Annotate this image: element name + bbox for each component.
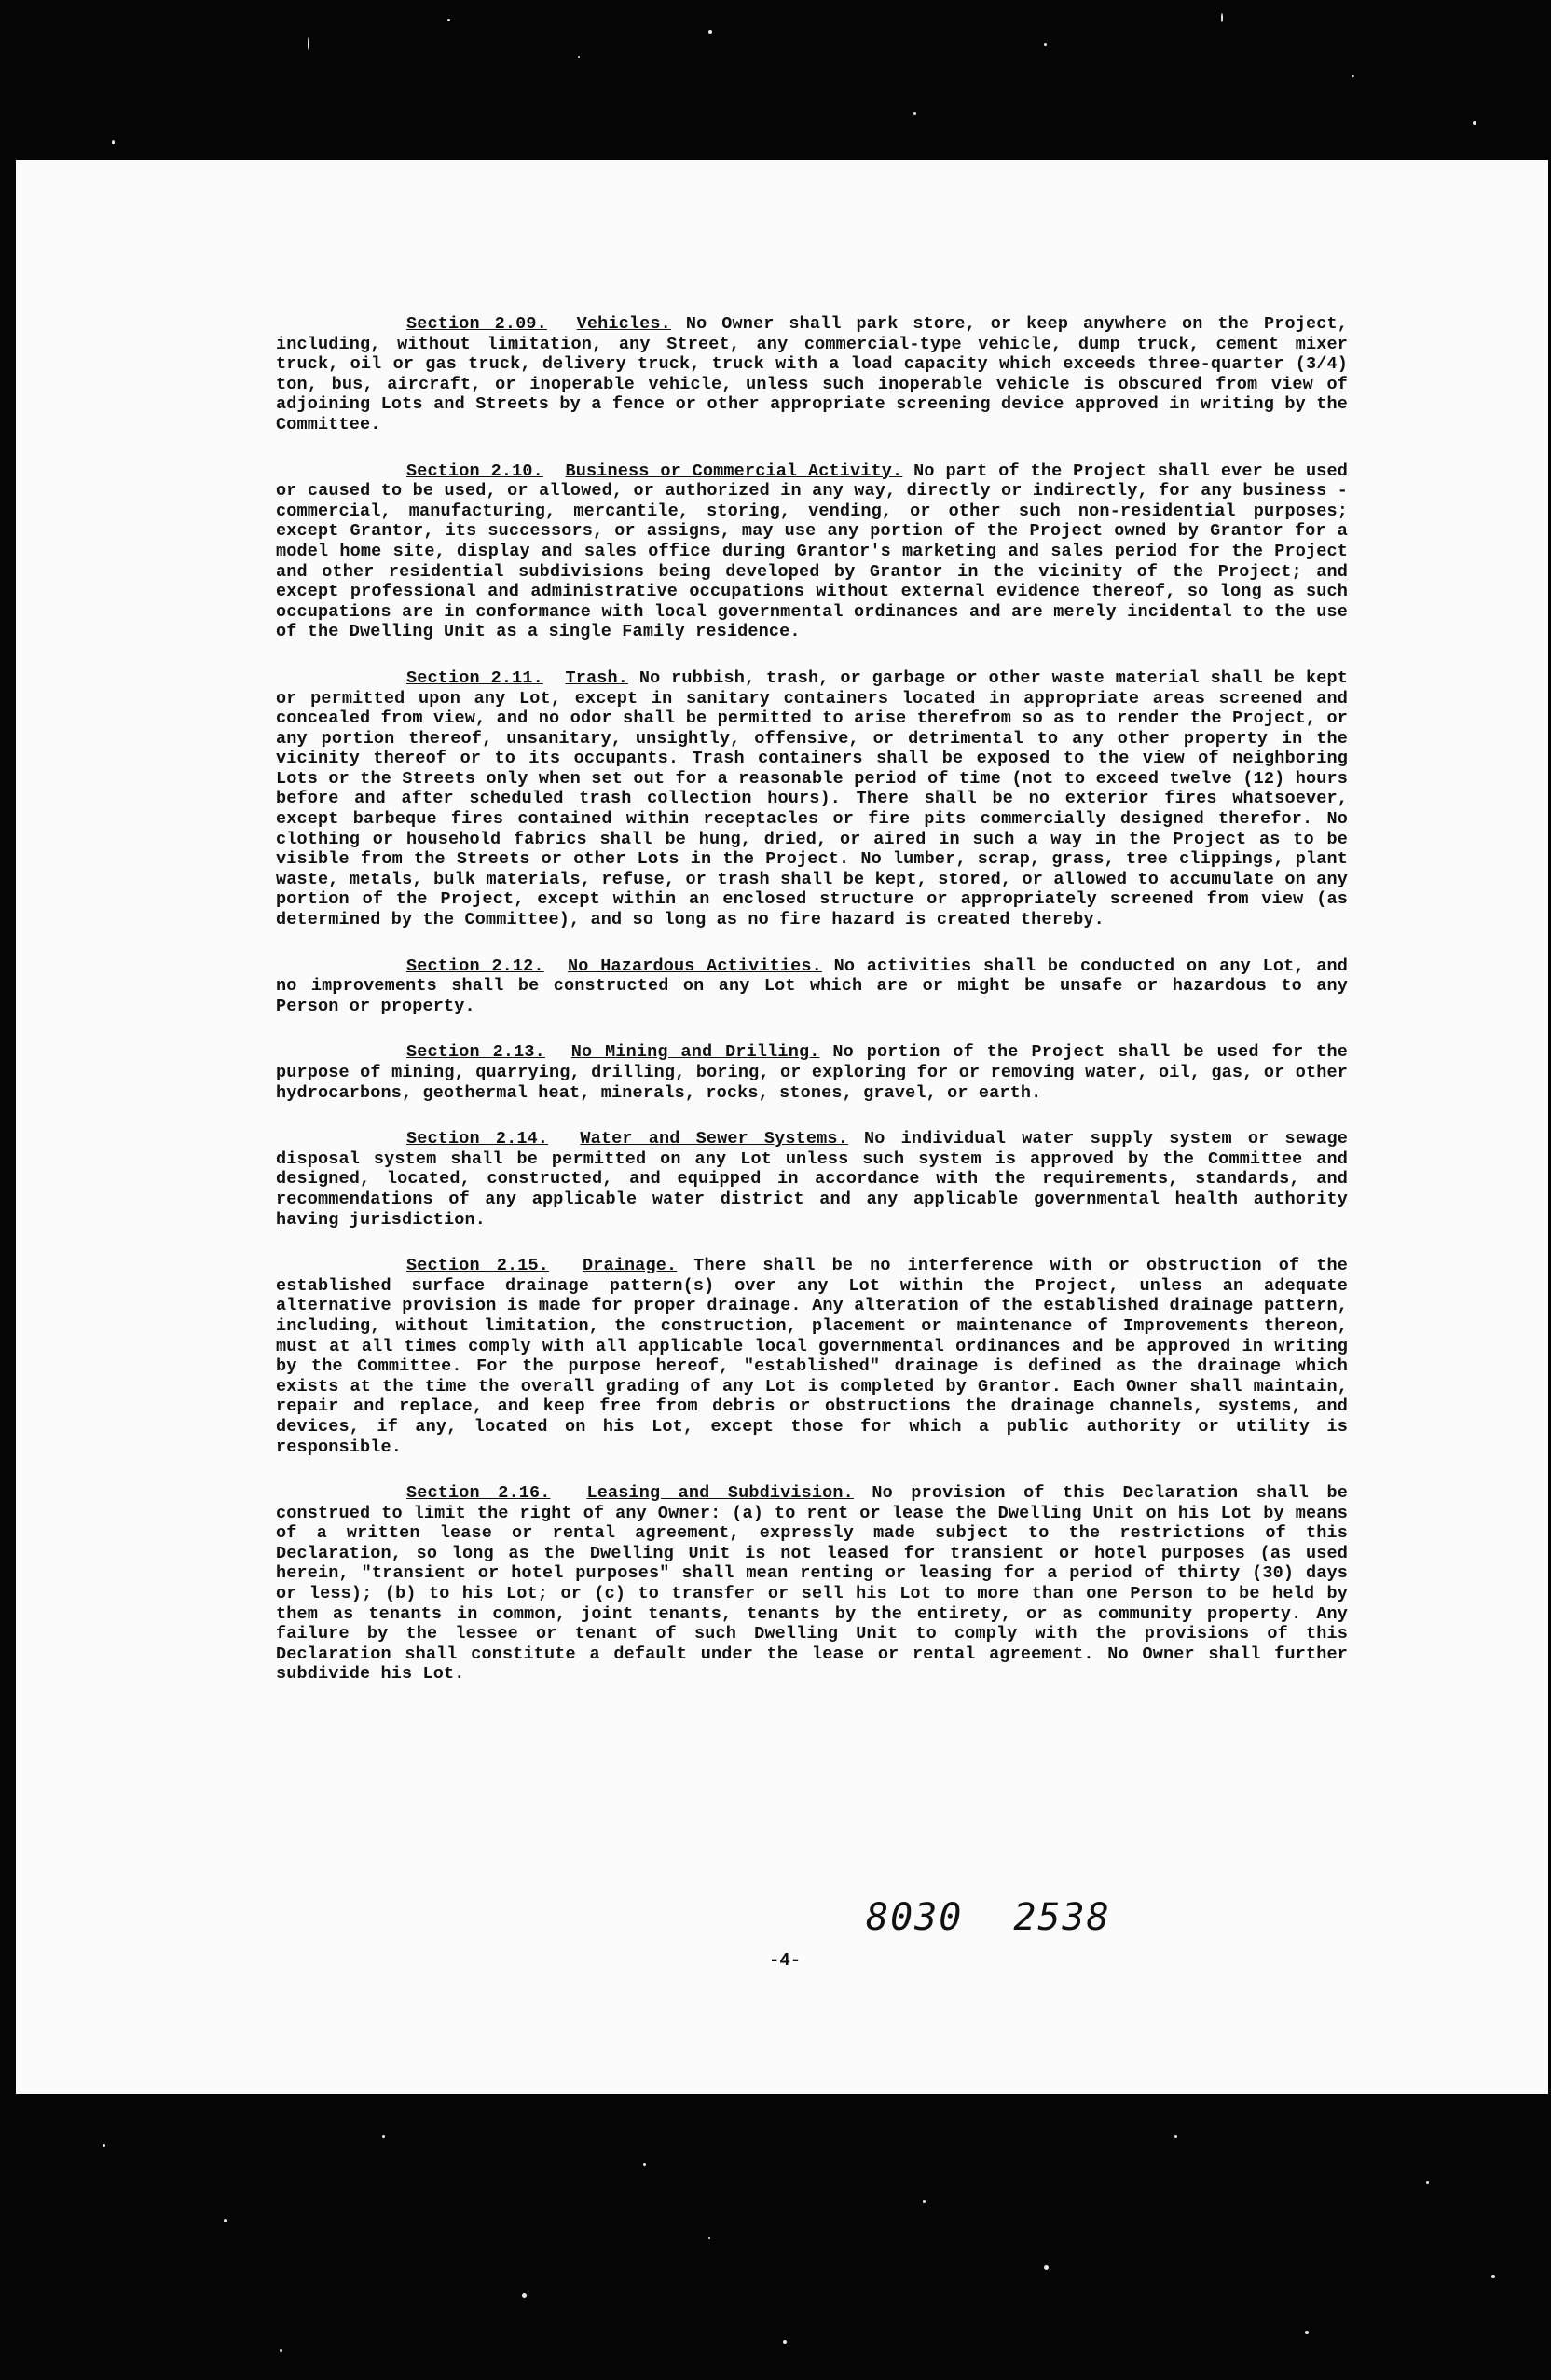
- declaration-text: [276, 314, 1348, 1711]
- section-label: Section 2.14.: [406, 1129, 549, 1149]
- recording-book: 8030: [866, 1896, 964, 1939]
- section-label: Section 2.11.: [406, 667, 543, 688]
- section-body: No rubbish, trash, or garbage or other waste material shall be kept or permitted upon any Lot, except in sanitary containers located in appropriate areas screened and concealed from view, and no odor shall be permitted to arise therefrom so as to render the Project, or any portion thereof, unsanitary, unsightly, offensive, or detrimental to any other property in the vicinity thereof or to its occupants. Trash containers shall be exposed to the view of neighboring Lots or the Streets only when set out for a reasonable period of time (not to exceed twelve (12) hours before and after scheduled trash collection hours). There shall be no exterior fires whatsoever, except barbeque fires contained within receptacles or fire pits commercially designed therefor. No clothing or household fabrics shall be hung, dried, or aired in such a way in the Project as to be visible from the Streets or other Lots in the Project. No lumber, scrap, grass, tree clippings, plant waste, metals, bulk materials, refuse, or trash shall be kept, stored, or allowed to accumulate on any portion of the Project, except within an enclosed structure or appropriately screened from view (as determined by the Committee), and so long as no fire hazard is created thereby.: [276, 667, 1349, 930]
- section-body: No provision of this Declaration shall be construed to limit the right of any Owner: (a) to rent or lease the Dwelling Unit on his Lot by means of a written lease or rental agreement, expressly made subject to the restrictions of this Declaration, so long as the Dwelling Unit is not leased for transient or hotel purposes (as used herein, "transient or hotel purposes" shall mean renting or leasing for a period of thirty (30) days or less); (b) to his Lot; or (c) to transfer or sell his Lot to more than one Person to be held by them as tenants in common, joint tenants, tenants by the entirety, or as community property. Any failure by the lessee or tenant of such Dwelling Unit to comply with the provisions of this Declaration shall constitute a default under the lease or rental agreement. No Owner shall further subdivide his Lot.: [276, 1483, 1349, 1685]
- section-title: Vehicles.: [576, 314, 671, 334]
- section-body: There shall be no interference with or obstruction of the established surface drainage pattern(s) over any Lot within the Project, unless an adequate alternative provision is made for proper drainage. Any alteration of the established drainage pattern, including, without limitation, the construction, placement or maintenance of Improvements thereon, must at all times comply with all applicable local governmental ordinances and be approved in writing by the Committee. For the purpose hereof, "established" drainage is defined as the drainage which exists at the time the overall grading of any Lot is completed by Grantor. Each Owner shall maintain, repair and replace, and keep free from debris or obstructions the drainage channels, systems, and devices, if any, located on his Lot, except those for which a public authority or utility is responsible.: [276, 1256, 1348, 1457]
- section-2-15: [276, 1256, 1348, 1457]
- section-title: Trash.: [565, 667, 629, 688]
- section-body: No individual water supply system or sewage disposal system shall be permitted on any Lot unless such system is approved by the Committee and designed, located, constructed, and equipped in accordance with the requirements, standards, and recommendations of any applicable water district and any applicable governmental health authority having jurisdiction.: [276, 1129, 1348, 1230]
- section-body: No activities shall be conducted on any Lot, and no improvements shall be constructed on any Lot which are or might be unsafe or hazardous to any Person or property.: [276, 956, 1348, 1016]
- section-label: Section 2.13.: [406, 1042, 545, 1063]
- document-page: [16, 160, 1548, 2094]
- section-2-16: [276, 1483, 1348, 1685]
- section-2-14: [276, 1129, 1348, 1230]
- section-title: No Mining and Drilling.: [570, 1042, 820, 1063]
- recording-stamp: [866, 1896, 1111, 1939]
- section-label: Section 2.12.: [406, 956, 544, 976]
- section-2-09: [276, 314, 1348, 435]
- section-title: Drainage.: [582, 1256, 678, 1276]
- section-title: No Hazardous Activities.: [568, 956, 822, 976]
- section-2-13: [276, 1042, 1348, 1103]
- section-2-12: [276, 956, 1348, 1017]
- section-label: Section 2.09.: [406, 314, 547, 334]
- section-2-10: [276, 461, 1348, 642]
- section-body: No portion of the Project shall be used for the purpose of mining, quarrying, drilling, boring, or exploring for or removing water, oil, gas, or other hydrocarbons, geothermal heat, minerals, rocks, stones, gravel, or earth.: [276, 1042, 1348, 1103]
- section-body: No part of the Project shall ever be used or caused to be used, or allowed, or authorized in any way, directly or indirectly, for any business - commercial, manufacturing, mercantile, storing, vending, or other such non-residential purposes; except Grantor, its successors, or assigns, may use any portion of the Project owned by Grantor for a model home site, display and sales office during Grantor's marketing and sales period for the Project and other residential subdivisions being developed by Grantor in the vicinity of the Project; and except professional and administrative occupations without external evidence thereof, so long as such occupations are in conformance with local governmental ordinances and are merely incidental to the use of the Dwelling Unit as a single Family residence.: [276, 461, 1349, 642]
- section-title: Leasing and Subdivision.: [586, 1483, 854, 1504]
- section-title: Water and Sewer Systems.: [580, 1129, 848, 1149]
- section-label: Section 2.16.: [406, 1483, 551, 1504]
- section-body: No Owner shall park store, or keep anywhere on the Project, including, without limitation, any Street, any commercial-type vehicle, dump truck, cement mixer truck, oil or gas truck, delivery truck, truck with a load capacity which exceeds three-quarter (3/4) ton, bus, aircraft, or inoperable vehicle, unless such inoperable vehicle is obscured from view of adjoining Lots and Streets by a fence or other appropriate screening device approved in writing by the Committee.: [276, 314, 1348, 434]
- section-title: Business or Commercial Activity.: [565, 461, 903, 481]
- section-label: Section 2.15.: [406, 1256, 549, 1276]
- section-label: Section 2.10.: [406, 461, 543, 481]
- section-2-11: [276, 668, 1348, 930]
- recording-page: 2538: [1013, 1896, 1111, 1939]
- page-number: -4-: [769, 1950, 802, 1971]
